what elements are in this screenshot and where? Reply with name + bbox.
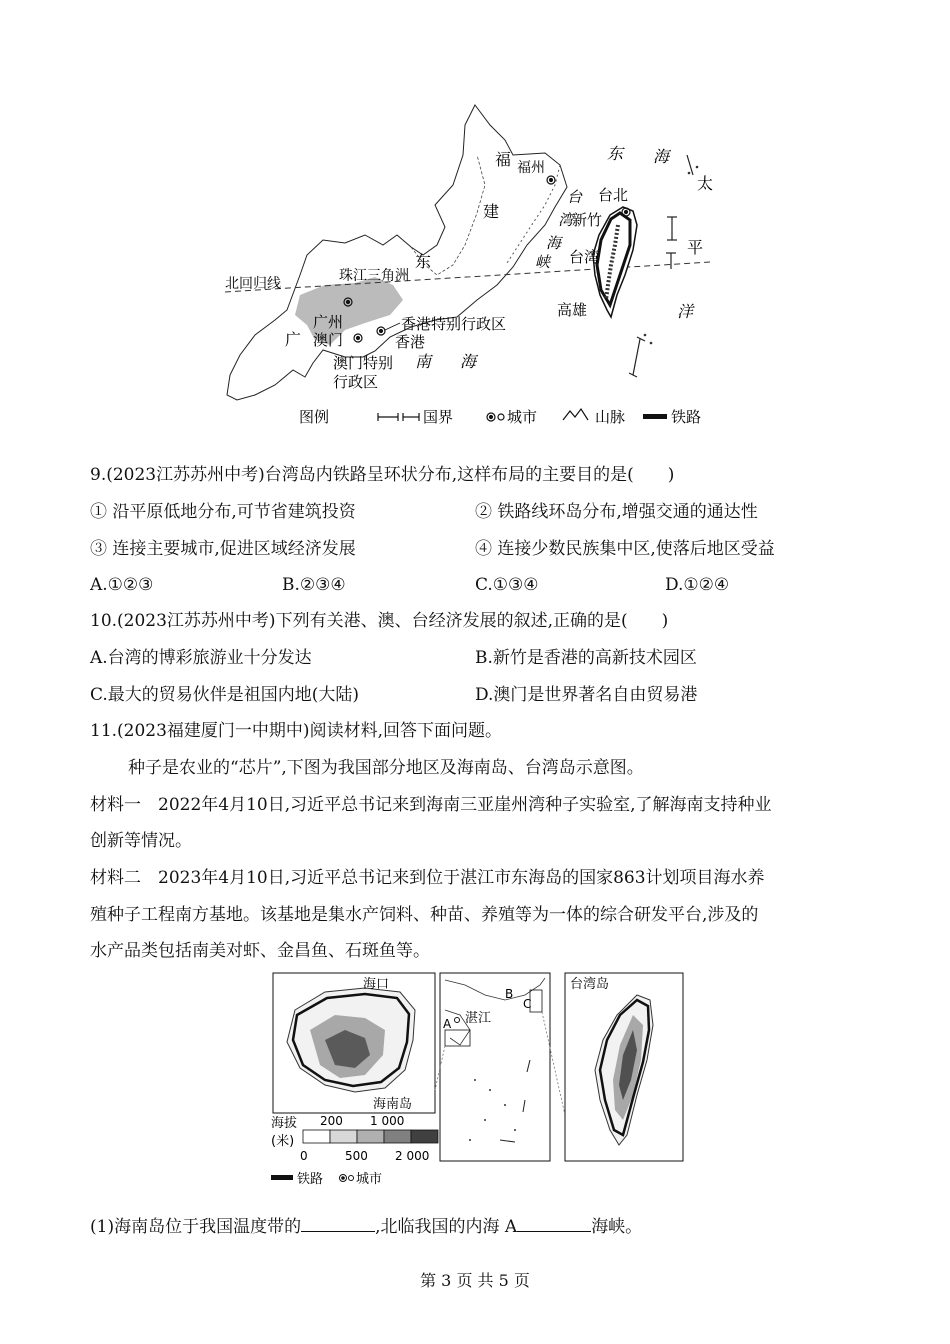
label-hainan-island: 海南岛 [373,1097,413,1112]
q11-sub1 [90,1215,642,1237]
label-b: B [505,987,514,1001]
label-dong: 东 [415,252,432,271]
label-guang: 广 [285,330,302,349]
q9-option-b[interactable]: B.②③④ [282,575,346,595]
q9-option-c[interactable]: C.①③④ [475,575,539,595]
legend-border: 国界 [423,408,454,426]
label-macau-sar-1: 澳门特别 [333,354,394,372]
pearl-river-delta [295,277,403,345]
mainland-outline [227,105,567,400]
q11-material2-line2: 殖种子工程南方基地。该基地是集水产饲料、种苗、养殖等为一体的综合研发平台,涉及的 [90,905,759,925]
q10-stem: 10.(2023江苏苏州中考)下列有关港、澳、台经济发展的叙述,正确的是( ) [90,611,669,631]
label-gaoxiong: 高雄 [557,301,588,319]
legend-title: 图例 [299,408,330,426]
q10-option-b[interactable]: B.新竹是香港的高新技术园区 [475,648,697,668]
label-donghai-1: 东 [607,144,624,163]
q11-stem: 11.(2023福建厦门一中期中)阅读材料,回答下面问题。 [90,721,502,741]
q9-stem: 9.(2023江苏苏州中考)台湾岛内铁路呈环状分布,这样布局的主要目的是( ) [90,465,675,485]
label-zhanjiang: 湛江 [465,1011,492,1026]
label-donghai-2: 海 [653,147,670,166]
label-yang: 洋 [677,302,694,321]
label-jian: 建 [483,202,500,221]
q11-intro: 种子是农业的“芯片”,下图为我国部分地区及海南岛、台湾岛示意图。 [128,758,644,778]
answer-blank-strait[interactable] [517,1215,591,1232]
label-ping: 平 [687,238,704,257]
legend-railway-icon [271,1175,293,1180]
label-tai: 太 [697,174,714,193]
label-taibei: 台北 [598,186,629,204]
city-legend-icon [487,413,504,421]
page-footer: 第 3 页 共 5 页 [420,1271,530,1290]
elev-label-500: 500 [345,1149,368,1163]
label-a: A [443,1017,452,1031]
q9-option-d[interactable]: D.①②④ [665,575,730,595]
label-taiwan-island: 台湾岛 [570,977,610,992]
label-hai: 海 [460,352,477,371]
q11-material1-line1: 材料一 2022年4月10日,习近平总书记来到海南三亚崖州湾种子实验室,了解海南支持种业 [90,795,772,815]
label-xianggang: 香港 [395,333,426,351]
elev-label-1000: 1 000 [370,1114,405,1128]
legend2-city: 城市 [356,1172,383,1187]
label-aomen: 澳门 [313,331,344,349]
label-c: C [523,997,532,1011]
q9-statement-1: ① 沿平原低地分布,可节省建筑投资 [90,502,356,522]
map-taiwan-strait-region [215,95,720,435]
label-fu: 福 [495,150,512,169]
legend-city: 城市 [507,408,538,426]
overview-panel [440,973,550,1161]
label-strait-1: 台 [567,188,583,206]
map-hainan-taiwan [265,970,685,1195]
q11-material1-line2: 创新等情况。 [90,831,192,851]
label-guangzhou: 广州 [313,313,344,331]
label-xinzhu: 新竹 [572,211,603,229]
q9-statement-4: ④ 连接少数民族集中区,使落后地区受益 [475,539,775,559]
elev-label-2000: 2 000 [395,1149,430,1163]
legend2-railway: 铁路 [297,1172,324,1187]
answer-blank-temperature-zone[interactable] [301,1215,375,1232]
elev-title-2: (米) [271,1134,295,1149]
q9-statement-2: ② 铁路线环岛分布,增强交通的通达性 [475,502,758,522]
hk-leader [385,323,400,330]
label-hk-sar: 香港特别行政区 [401,315,507,333]
legend-mountain: 山脉 [595,408,626,426]
q10-option-d[interactable]: D.澳门是世界著名自由贸易港 [475,685,698,705]
q11-sub1-part-b: ,北临我国的内海 A [375,1217,518,1237]
q10-option-a[interactable]: A.台湾的博彩旅游业十分发达 [90,648,312,668]
q11-material2-line3: 水产品类包括南美对虾、金昌鱼、石斑鱼等。 [90,941,430,961]
label-fuzhou: 福州 [517,160,545,176]
label-taiwan: 台湾 [569,248,600,266]
mountain-legend-icon [563,409,588,420]
label-tropic: 北回归线 [225,276,281,292]
q10-option-c[interactable]: C.最大的贸易伙伴是祖国内地(大陆) [90,685,360,705]
q11-material2-line1: 材料二 2023年4月10日,习近平总书记来到位于湛江市东海岛的国家863计划项目海水养 [90,868,765,888]
legend-city-icon [340,1175,354,1182]
map1-legend [299,408,701,426]
elevation-scale [303,1130,438,1143]
q9-option-a[interactable]: A.①②③ [90,575,154,595]
railway-legend-icon [643,414,667,419]
elev-label-0: 0 [300,1149,308,1163]
tropic-line [225,262,710,292]
q11-sub1-part-a: (1)海南岛位于我国温度带的 [90,1217,302,1237]
label-prd: 珠江三角洲 [339,268,409,284]
q9-statement-3: ③ 连接主要城市,促进区域经济发展 [90,539,356,559]
label-strait-4: 峡 [535,253,551,271]
elev-label-200: 200 [320,1114,343,1128]
border-legend-icon [378,413,419,421]
label-strait-2: 湾 [558,211,574,229]
label-macau-sar-2: 行政区 [333,373,379,391]
label-strait-3: 海 [546,234,562,252]
elev-title-1: 海拔 [271,1116,298,1131]
q11-sub1-part-c: 海峡。 [591,1217,643,1237]
label-haikou: 海口 [363,977,390,992]
label-nan: 南 [415,352,432,371]
legend-railway: 铁路 [671,408,702,426]
